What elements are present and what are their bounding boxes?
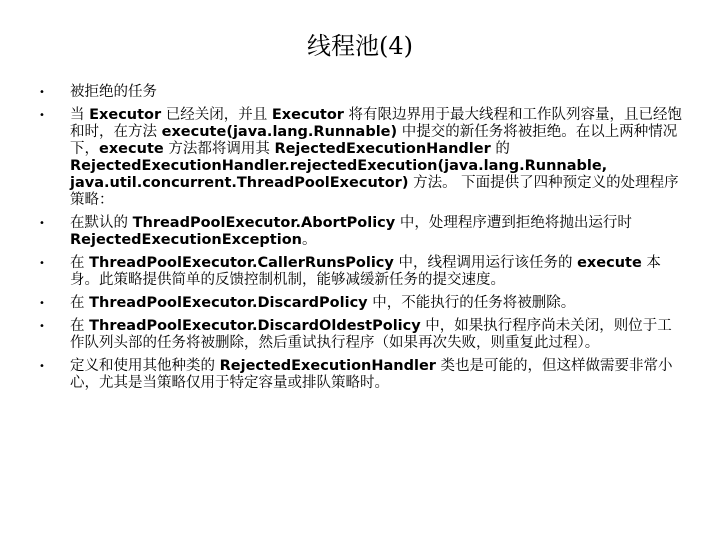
bullet-dot-icon: • xyxy=(39,258,45,269)
text-run: 中，如果执行程序尚未关闭，则位于工作队列头部的任务将被删除，然后重试执行程序（如果再次失败，则重复此过程）。 xyxy=(70,318,672,351)
bullet-dot-icon: • xyxy=(39,321,45,332)
code-term: Executor xyxy=(89,107,162,123)
text-run: 将有限边界用于最大线程和工作队列容量，且已经饱和时，在方法 xyxy=(70,107,683,140)
text-run: 在 xyxy=(70,295,90,311)
bullet-text xyxy=(70,358,673,391)
text-run: 中，不能执行的任务将被删除。 xyxy=(367,295,576,311)
text-run: 。 xyxy=(302,232,317,248)
text-run: 本身。此策略提供简单的反馈控制机制，能够减缓新任务的提交速度。 xyxy=(70,255,661,288)
text-run: 已经关闭，并且 xyxy=(161,107,272,123)
code-term: execute xyxy=(99,141,164,157)
bullet-item xyxy=(36,107,686,209)
bullet-dot-icon: • xyxy=(39,298,45,309)
text-run: 类也是可能的，但这样做需要非常小心，尤其是当策略仅用于特定容量或排队策略时。 xyxy=(70,358,673,391)
code-term: RejectedExecutionException xyxy=(70,232,302,248)
bullet-dot-icon: • xyxy=(39,110,45,121)
text-run: 中，处理程序遭到拒绝将抛出运行时 xyxy=(395,215,632,231)
text-run: 中提交的新任务将被拒绝。在以上两种情况下， xyxy=(70,124,678,157)
text-run: 中，线程调用运行该任务的 xyxy=(393,255,578,271)
bullet-item xyxy=(36,295,686,312)
code-term: Executor xyxy=(271,107,344,123)
bullet-text xyxy=(70,255,661,288)
bullet-text xyxy=(70,215,632,248)
text-run: 的 xyxy=(490,141,510,157)
code-term: execute xyxy=(577,255,642,271)
slide-title: 线程池(4) xyxy=(307,32,413,60)
text-run: 在 xyxy=(70,318,90,334)
text-run: 在 xyxy=(70,255,90,271)
bullet-text xyxy=(70,107,682,208)
code-term: ThreadPoolExecutor.AbortPolicy xyxy=(132,215,396,231)
bullet-item xyxy=(36,255,686,289)
code-term: execute(java.lang.Runnable) xyxy=(161,124,398,140)
bullet-text xyxy=(70,295,575,311)
code-term: ThreadPoolExecutor.DiscardOldestPolicy xyxy=(89,318,421,334)
code-term: ThreadPoolExecutor.CallerRunsPolicy xyxy=(89,255,394,271)
bullet-item xyxy=(36,215,686,249)
text-run: 方法都将调用其 xyxy=(163,141,275,157)
code-term: RejectedExecutionHandler xyxy=(219,358,436,374)
text-run: 被拒绝的任务 xyxy=(70,84,157,100)
text-run: 方法。 下面提供了四种预定义的处理程序策略： xyxy=(70,175,679,208)
code-term: ThreadPoolExecutor.DiscardPolicy xyxy=(89,295,368,311)
bullet-dot-icon: • xyxy=(39,87,45,98)
code-term: RejectedExecutionHandler.rejectedExecution(java.lang.Runnable, java.util.concurrent.ThreadPoolExecutor) xyxy=(70,158,608,191)
text-run: 当 xyxy=(70,107,90,123)
bullet-text xyxy=(70,84,157,100)
bullet-text xyxy=(70,318,672,351)
text-run: 定义和使用其他种类的 xyxy=(70,358,220,374)
bullet-list xyxy=(36,84,686,398)
bullet-dot-icon: • xyxy=(39,361,45,372)
text-run: 在默认的 xyxy=(70,215,133,231)
bullet-item xyxy=(36,318,686,352)
code-term: RejectedExecutionHandler xyxy=(274,141,491,157)
bullet-dot-icon: • xyxy=(39,218,45,229)
bullet-item xyxy=(36,84,686,101)
bullet-item xyxy=(36,358,686,392)
